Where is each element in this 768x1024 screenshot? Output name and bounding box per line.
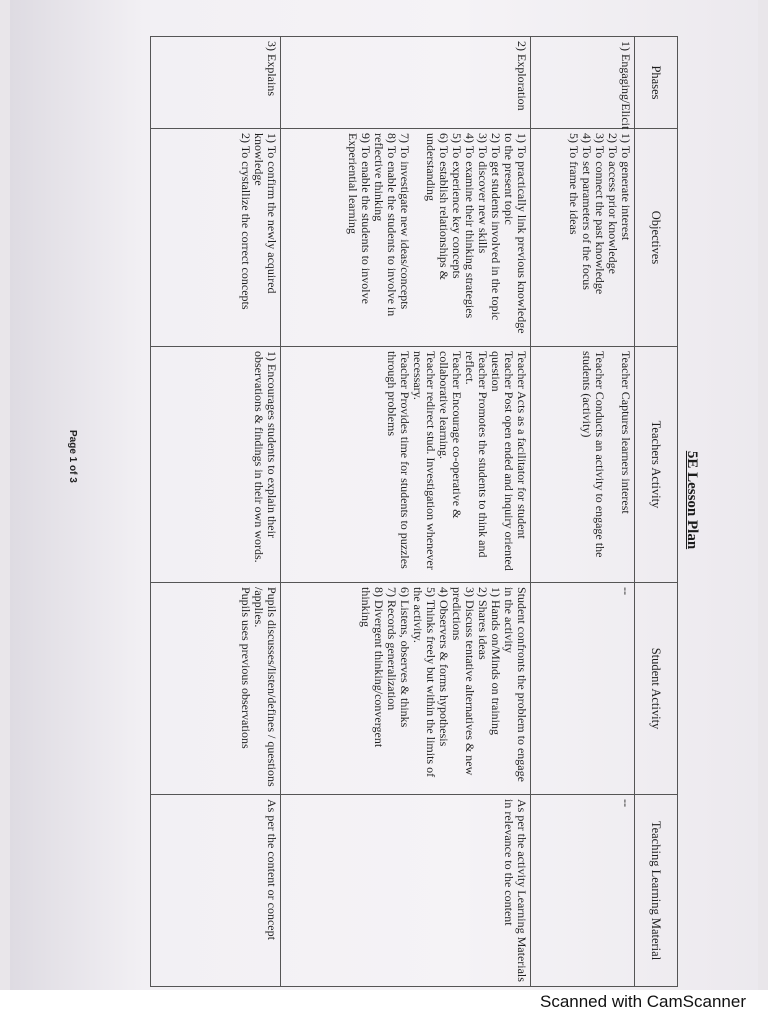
- list-item: 1) To practically link previous knowledge to the present topic: [502, 133, 529, 334]
- student-activity-cell: [151, 583, 281, 795]
- list-item: Teacher Provides time for students to puzzles through problems: [385, 351, 412, 569]
- list-item: 5) To experience key concepts: [450, 133, 464, 279]
- list-item: 7) Records generalization: [385, 587, 399, 711]
- list-item: 6) To establish relationships & understanding: [424, 133, 451, 280]
- list-item: 3) To discover new skills: [476, 133, 490, 254]
- lesson-plan-table: [150, 36, 678, 987]
- scanner-watermark-text: Scanned with CamScanner: [539, 992, 746, 1011]
- phase-cell: 2) Exploration: [281, 37, 531, 129]
- list-item: 6) Listens, observes & thinks: [398, 587, 412, 728]
- header-objectives: Objectives: [635, 129, 678, 347]
- list-item: 5) Thinks freely but within the limits of the activity.: [411, 587, 438, 778]
- header-teaching-material: Teaching Learning Material: [635, 795, 678, 987]
- table-row: [281, 37, 531, 987]
- material-cell: As per the content or concept: [151, 795, 281, 987]
- list-item: 2) To get students involved in the topic: [489, 133, 503, 321]
- teacher-activity-cell: 1) Encourages students to explain their observations & findings in their own words.: [151, 347, 281, 583]
- teacher-activity-cell: [281, 347, 531, 583]
- phase-cell: 3) Explains: [151, 37, 281, 129]
- list-item: 3) To connect the past knowledge: [593, 133, 607, 295]
- list-item: Pupils uses previous observations: [239, 587, 253, 749]
- list-item: 1) To confirm the newly acquired knowledge: [252, 133, 279, 294]
- document-title: 5E Lesson Plan: [684, 450, 700, 550]
- teacher-activity-cell: [531, 347, 635, 583]
- list-item: 4) To examine their thinking strategies: [463, 133, 477, 319]
- list-item: 7) To investigate new ideas/concepts: [398, 133, 412, 310]
- list-item: [411, 133, 424, 342]
- list-item: Teacher Conducts an activity to engage the students (activity): [580, 351, 607, 558]
- header-student-activity: Student Activity: [635, 583, 678, 795]
- objectives-cell: [151, 129, 281, 347]
- list-item: 1) Hands on/Minds on training: [489, 587, 503, 735]
- list-item: Teacher Promotes the students to think and reflect.: [463, 351, 490, 558]
- page-number: Page 1 of 3: [67, 430, 78, 483]
- header-phases: Phases: [635, 37, 678, 129]
- list-item: [606, 351, 619, 578]
- table-row: [531, 37, 635, 987]
- student-activity-cell: [281, 583, 531, 795]
- table-header-row: [635, 37, 678, 987]
- list-item: 1) To generate interest: [619, 133, 633, 241]
- list-item: 2) To crystallize the correct concepts: [239, 133, 253, 310]
- list-item: 4) Observers & forms hypothesis: [437, 587, 451, 747]
- list-item: 4) To set parameters of the focus: [580, 133, 594, 290]
- phase-cell: 1) Engaging/Elicit: [531, 37, 635, 129]
- objectives-cell: [281, 129, 531, 347]
- list-item: Teacher Encourage co-operative & collaborative learning.: [437, 351, 464, 519]
- material-cell: --: [531, 795, 635, 987]
- list-item: 8) To enable the students to involve in reflective thinking: [372, 133, 399, 317]
- list-item: Teacher Captures learners interest: [619, 351, 633, 514]
- list-item: 5) To frame the ideas: [567, 133, 581, 235]
- list-item: 9) To enable the students to involve Experiential learning: [346, 133, 373, 304]
- material-cell: As per the activity Learning Materials in relevance to the content: [281, 795, 531, 987]
- list-item: Teacher redirect stud. Investigation whenever necessary.: [411, 351, 438, 570]
- rotated-document: [135, 20, 700, 980]
- list-item: 2) Shares ideas: [476, 587, 490, 660]
- table-row: [151, 37, 281, 987]
- student-activity-cell: --: [531, 583, 635, 795]
- list-item: 2) To access prior knowledge: [606, 133, 620, 274]
- list-item: 8) Divergent thinking/convergent thinking: [359, 587, 386, 748]
- list-item: Pupils discusses/listen/defines / questions /applies.: [252, 587, 279, 787]
- list-item: Teacher Acts as a facilitator for student Teacher Post open ended and inquiry oriented question: [489, 351, 529, 571]
- list-item: 3) Discuss tentative alternatives & new predictions: [450, 587, 477, 776]
- objectives-cell: [531, 129, 635, 347]
- list-item: Student confronts the problem to engage in the activity: [502, 587, 529, 782]
- header-teachers-activity: Teachers Activity: [635, 347, 678, 583]
